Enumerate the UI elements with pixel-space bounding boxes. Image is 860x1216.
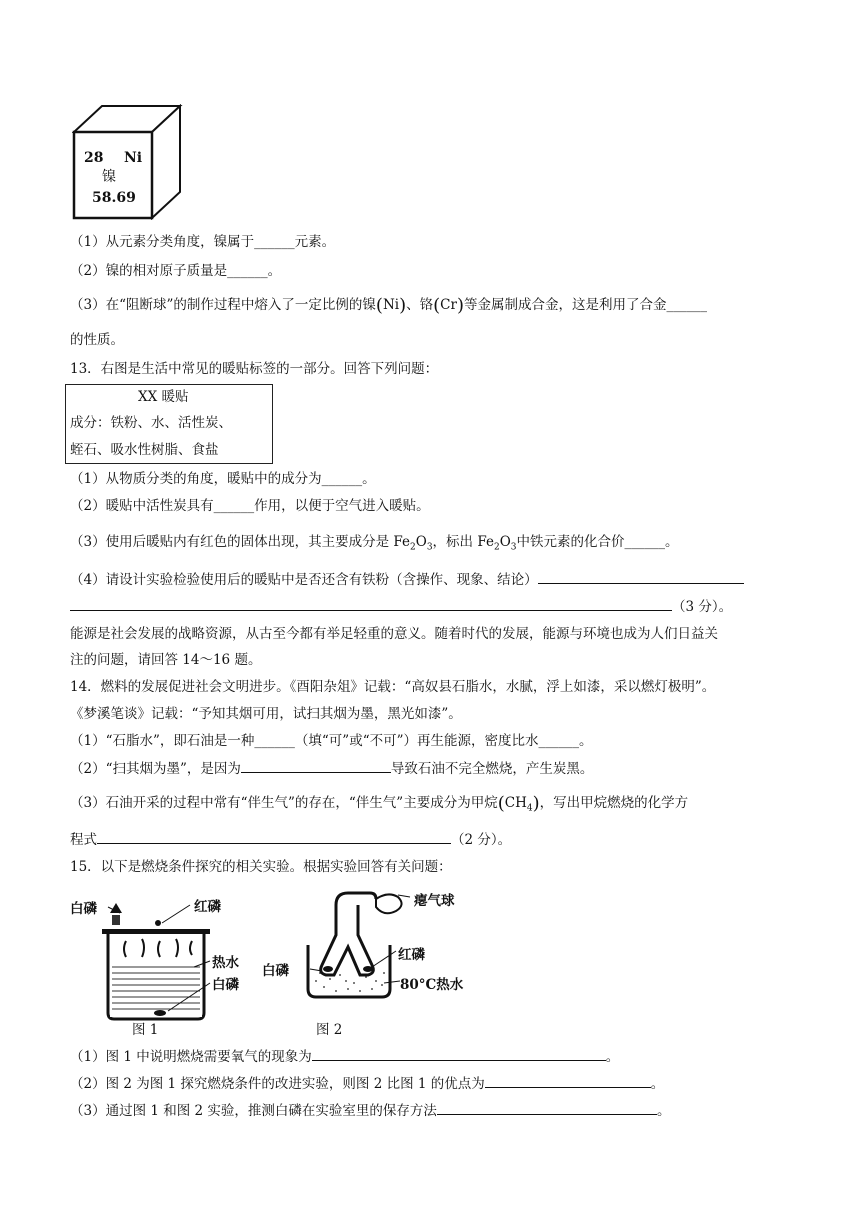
q12-part3: （3）在“阻断球”的制作过程中熔入了一定比例的镍(Ni)、铬(Cr)等金属制成合金，这是利用了合金______ <box>70 295 707 316</box>
fig2-label-red-phosphorus: 红磷 <box>398 947 425 963</box>
q13-part2: （2）暖贴中活性炭具有______作用，以便于空气进入暖贴。 <box>70 498 430 514</box>
answer-blank[interactable] <box>97 829 451 844</box>
q13-part4-text: （4）请设计实验检验使用后的暖贴中是否还含有铁粉（含操作、现象、结论） <box>70 572 538 588</box>
answer-blank[interactable] <box>437 1100 657 1115</box>
q15-part3-text: （3）通过图 1 和图 2 实验，推测白磷在实验室里的保存方法 <box>70 1103 437 1119</box>
answer-blank[interactable] <box>485 1073 651 1088</box>
q13-part3 <box>70 532 790 558</box>
figure-1-caption: 图 1 <box>132 1022 159 1038</box>
q15-part2-end: 。 <box>650 1076 665 1092</box>
subscript: 3 <box>510 542 517 553</box>
q13-stem: 13．右图是生活中常见的暖贴标签的一部分。回答下列问题： <box>70 361 439 377</box>
subscript: 2 <box>410 542 416 553</box>
formula-cr: Cr <box>440 297 457 313</box>
fig2-label-balloon: 瘪气球 <box>414 893 455 909</box>
q14-part3-text-a: （3）石油开采的过程中常有“伴生气”的存在，“伴生气”主要成分为甲烷 <box>70 795 498 811</box>
figure-1-apparatus <box>102 903 210 1019</box>
figure-2-apparatus <box>308 893 410 997</box>
subscript: 2 <box>493 542 500 553</box>
q13-part4 <box>70 569 790 590</box>
fig1-label-white-phosphorus-2: 白磷 <box>212 977 239 993</box>
score-note: （3 分）。 <box>672 599 733 615</box>
q14-part3: （3）石油开采的过程中常有“伴生气”的存在，“伴生气”主要成分为甲烷$(CH_4)$，写出甲烷燃烧的化学方 <box>70 793 689 814</box>
q14-part3-continued <box>70 829 790 850</box>
q12-part3-sep: 、铬 <box>406 297 434 313</box>
atomic-mass: 58.69 <box>92 190 136 206</box>
fig1-label-hot-water: 热水 <box>212 955 239 971</box>
q14-part2-text-a: （2）“扫其烟为墨”，是因为 <box>70 761 241 777</box>
q14-part2 <box>70 758 790 779</box>
element-name: 镍 <box>102 169 116 185</box>
fig1-label-white-phosphorus: 白磷 <box>70 901 97 917</box>
q14-part3-text-b: ，写出甲烷燃烧的化学方 <box>539 795 689 811</box>
q13-part3-text-c: ，标出 Fe <box>432 534 494 550</box>
q15-part1-text: （1）图 1 中说明燃烧需要氧气的现象为 <box>70 1049 312 1065</box>
formula-ch4: CH <box>504 795 527 811</box>
q13-part3-text-a: （3）使用后暖贴内有红色的固体出现，其主要成分是 Fe <box>70 534 410 550</box>
q12-part3-continued: 的性质。 <box>70 332 124 348</box>
q13-part1: （1）从物质分类的角度，暖贴中的成分为______。 <box>70 471 376 487</box>
fig2-label-hot-water: 80°C热水 <box>400 977 464 993</box>
answer-blank[interactable] <box>312 1046 606 1061</box>
q14-part1: （1）“石脂水”，即石油是一种______（填“可”或“不可”）再生能源，密度比水______。 <box>70 733 593 749</box>
combustion-experiment-figures <box>70 885 490 1038</box>
subscript: 3 <box>426 542 433 553</box>
fig1-label-red-phosphorus: 红磷 <box>194 899 221 915</box>
q12-part2: （2）镍的相对原子质量是______。 <box>70 263 282 279</box>
q13-part4-continued <box>70 596 790 617</box>
q12-part1: （1）从元素分类角度，镍属于______元素。 <box>70 234 336 250</box>
q15-part2-text: （2）图 2 为图 1 探究燃烧条件的改进实验，则图 2 比图 1 的优点为 <box>70 1076 485 1092</box>
q13-part3-text-e: 中铁元素的化合价______。 <box>516 534 679 550</box>
fig2-label-white-phosphorus: 白磷 <box>262 963 289 979</box>
answer-blank[interactable] <box>241 758 391 773</box>
q12-part3-text-b: 等金属制成合金，这是利用了合金______ <box>463 297 707 313</box>
q14-part2-text-b: 导致石油不完全燃烧，产生炭黑。 <box>390 761 594 777</box>
element-symbol: Ni <box>124 150 143 166</box>
figure-2-caption: 图 2 <box>316 1022 343 1038</box>
score-note: （2 分）。 <box>451 832 512 848</box>
answer-blank[interactable] <box>538 569 744 584</box>
q14-stem-2: 《梦溪笔谈》记载：“予知其烟可用，试扫其烟为墨，黑光如漆”。 <box>70 706 462 722</box>
q15-part3 <box>70 1100 790 1121</box>
heat-pad-title: XX 暖贴 <box>138 389 189 405</box>
q15-part1-end: 。 <box>605 1049 620 1065</box>
q15-stem: 15．以下是燃烧条件探究的相关实验。根据实验回答有关问题： <box>70 859 452 875</box>
nickel-element-card <box>72 104 186 220</box>
q15-part1 <box>70 1046 790 1067</box>
formula-o: O <box>499 534 511 550</box>
intro-line-1: 能源是社会发展的战略资源，从古至今都有举足轻重的意义。随着时代的发展，能源与环境也成为人们日益关 <box>70 626 718 642</box>
q12-part3-text-a: （3）在“阻断球”的制作过程中熔入了一定比例的镍 <box>70 297 376 313</box>
formula-ni: Ni <box>382 297 400 313</box>
answer-blank[interactable] <box>70 596 672 611</box>
q14-stem-1: 14．燃料的发展促进社会文明进步。《酉阳杂俎》记载：“高奴县石脂水，水腻，浮上如漆，采以燃灯极明”。 <box>70 679 716 695</box>
intro-line-2: 注的问题，请回答 14～16 题。 <box>70 652 262 668</box>
atomic-number: 28 <box>84 150 104 166</box>
q14-part3-text-c: 程式 <box>70 832 97 848</box>
heat-pad-ingredients-1: 成分：铁粉、水、活性炭、 <box>70 415 232 431</box>
q15-part2 <box>70 1073 790 1094</box>
heat-pad-ingredients-2: 蛭石、吸水性树脂、食盐 <box>70 442 219 458</box>
heat-pad-label <box>65 384 273 464</box>
subscript: 4 <box>526 803 533 814</box>
q15-part3-end: 。 <box>656 1103 671 1119</box>
formula-o: O <box>415 534 427 550</box>
